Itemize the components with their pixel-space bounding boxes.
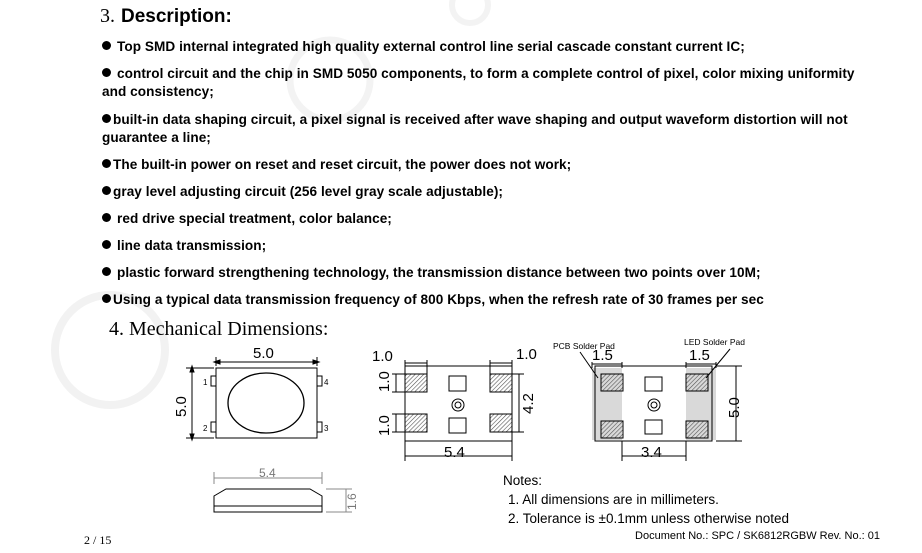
solder-pad [490, 374, 512, 392]
bullet-item: built-in data shaping circuit, a pixel signal is received after wave shaping and output waveform distortion will not guarantee a line; [102, 112, 848, 145]
bullet-item: plastic forward strengthening technology, the transmission distance between two points over 10M; [102, 264, 862, 282]
bottom-length-label: 5.4 [444, 444, 465, 461]
led-solder-pad-label: LED Solder Pad [684, 337, 745, 347]
side-length-label: 5.4 [259, 466, 276, 480]
top-width-label: 5.0 [253, 345, 274, 362]
bullet-item: gray level adjusting circuit (256 level gray scale adjustable); [102, 183, 862, 201]
document-number: Document No.: SPC / SK6812RGBW Rev. No.: 01 [635, 530, 880, 542]
led-pad-width-label: 1.5 [689, 347, 710, 364]
led-package-body [216, 368, 317, 438]
mechanical-dimensions-heading: 4. Mechanical Dimensions: [109, 318, 329, 340]
solder-pad [601, 374, 623, 391]
pcb-solder-pad-label: PCB Solder Pad [553, 341, 615, 351]
bullet-item: Top SMD internal integrated high quality external control line serial cascade constant current IC; [102, 38, 862, 56]
pin-label: 1 [203, 378, 208, 387]
note-item: 2. Tolerance is ±0.1mm unless otherwise noted [508, 511, 790, 526]
pad-height-label: 1.0 [376, 371, 393, 392]
bullet-item: Using a typical data transmission frequency of 800 Kbps, when the refresh rate of 30 frames per sec [102, 291, 862, 309]
pad-view-height-label: 5.0 [726, 397, 743, 418]
solder-pad [686, 374, 708, 391]
pad-span-label: 4.2 [520, 393, 537, 414]
pad-width-left-label: 1.0 [372, 348, 393, 365]
side-profile [214, 489, 322, 512]
page-number: 2 / 15 [84, 533, 112, 547]
pcb-pad-width-label: 1.5 [592, 347, 613, 364]
note-item: 1. All dimensions are in millimeters. [508, 492, 719, 507]
bullet-item: line data transmission; [102, 237, 862, 255]
section-number: 3. [100, 5, 115, 27]
pin-label: 3 [324, 424, 329, 433]
section-title: Description: [121, 6, 232, 27]
solder-pad [601, 421, 623, 438]
solder-pad [405, 374, 427, 392]
bullet-item: red drive special treatment, color balance; [102, 210, 862, 228]
pin-label: 4 [324, 378, 329, 387]
solder-pad [686, 421, 708, 438]
pad-pitch-label: 3.4 [641, 444, 662, 461]
pin-label: 2 [203, 424, 208, 433]
notes-heading: Notes: [503, 473, 543, 488]
solder-pad [405, 414, 427, 432]
side-view [214, 472, 352, 512]
notes-block [503, 471, 789, 528]
pad-height-label: 1.0 [376, 415, 393, 436]
bullet-item: control circuit and the chip in SMD 5050 components, to form a complete control of pixel, color mixing uniformity and consistency; [102, 66, 855, 99]
top-height-label: 5.0 [173, 396, 190, 417]
pad-width-right-label: 1.0 [516, 346, 537, 363]
solder-pad [490, 414, 512, 432]
bullet-item: The built-in power on reset and reset circuit, the power does not work; [102, 156, 862, 174]
side-thickness-label: 1.6 [345, 493, 359, 510]
